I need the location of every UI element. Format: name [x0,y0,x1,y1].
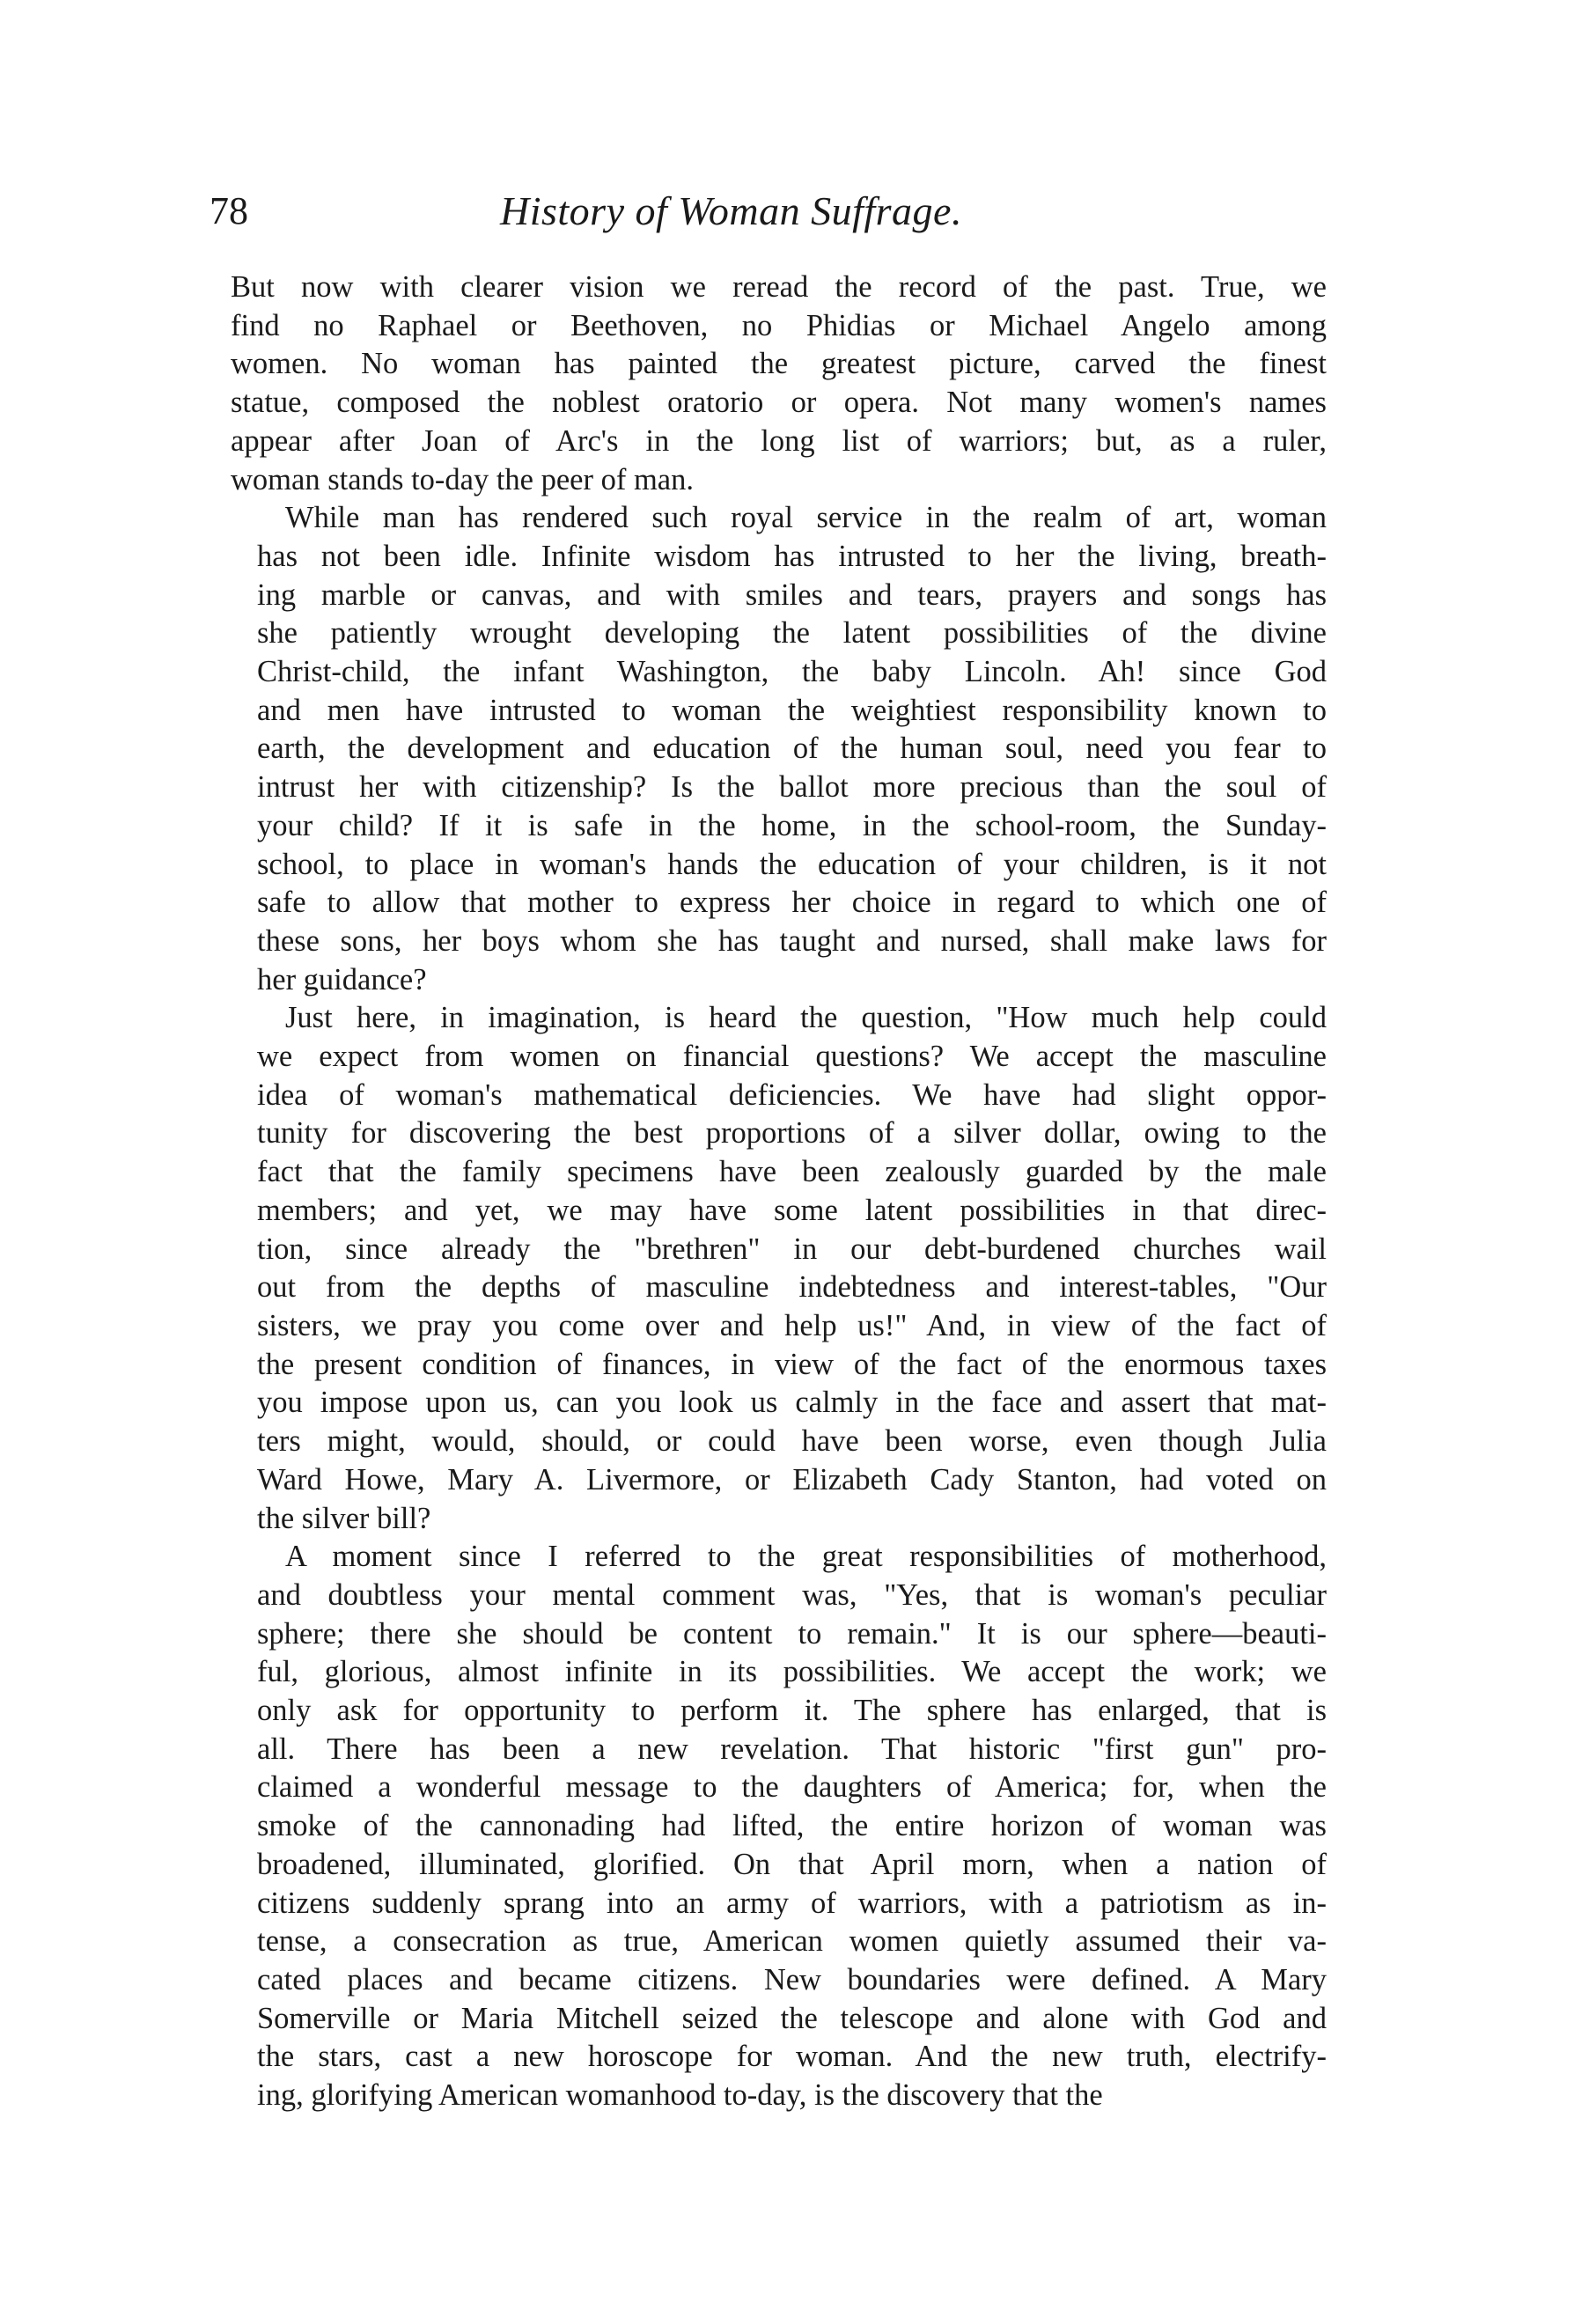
text-line: find no Raphael or Beethoven, no Phidias or Michael Angelo among [231,308,1327,342]
text-line: Christ-child, the infant Washington, the baby Lincoln. Ah! since God [257,655,1327,689]
page-header [210,185,1336,246]
text-line: sisters, we pray you come over and help us!" And, in view of the fact of [257,1308,1327,1342]
text-line: appear after Joan of Arc's in the long list of warriors; but, as a ruler, [231,423,1327,458]
text-line: While man has rendered such royal service in the realm of art, woman [285,501,1327,535]
text-line: ful, glorious, almost infinite in its possibilities. We accept the work; we [257,1655,1327,1689]
text-line: safe to allow that mother to express her choice in regard to which one of [257,886,1327,920]
text-line: broadened, illuminated, glorified. On that April morn, when a nation of [257,1847,1327,1881]
text-line: idea of woman's mathematical deficiencies. We have had slight oppor- [257,1077,1327,1112]
page-number: 78 [210,189,248,232]
text-line: the present condition of finances, in view of the fact of the enormous taxes [257,1347,1327,1381]
text-line: only ask for opportunity to perform it. The sphere has enlarged, that is [257,1694,1327,1728]
text-line: tunity for discovering the best proportions of a silver dollar, owing to the [257,1116,1327,1151]
text-line: citizens suddenly sprang into an army of warriors, with a patriotism as in- [257,1886,1327,1920]
text-line: claimed a wonderful message to the daughters of America; for, when the [257,1770,1327,1805]
text-line: ing, glorifying American womanhood to-day, is the discovery that the [257,2078,1103,2113]
text-line: Somerville or Maria Mitchell seized the telescope and alone with God and [257,2001,1327,2035]
text-line: and doubtless your mental comment was, "Yes, that is woman's peculiar [257,1577,1327,1612]
text-line: sphere; there she should be content to remain." It is our sphere—beauti- [257,1616,1327,1651]
paragraph [231,1538,1327,2115]
text-line: the stars, cast a new horoscope for woman. And the new truth, electrify- [257,2040,1327,2074]
running-title: History of Woman Suffrage. [500,188,962,233]
text-line: But now with clearer vision we reread the record of the past. True, we [231,270,1327,304]
text-line: these sons, her boys whom she has taught and nursed, shall make laws for [257,923,1327,958]
text-line: your child? If it is safe in the home, in the school-room, the Sunday- [257,808,1327,842]
text-line: members; and yet, we may have some latent possibilities in that direc- [257,1193,1327,1227]
text-line: out from the depths of masculine indebtedness and interest-tables, "Our [257,1270,1327,1305]
text-line: A moment since I referred to the great responsibilities of motherhood, [285,1540,1327,1574]
text-line: ing marble or canvas, and with smiles and tears, prayers and songs has [257,577,1327,612]
body-text [231,268,1327,2115]
text-line: intrust her with citizenship? Is the ballot more precious than the soul of [257,770,1327,805]
text-line: smoke of the cannonading had lifted, the entire horizon of woman was [257,1809,1327,1843]
text-line: we expect from women on financial questions? We accept the masculine [257,1040,1327,1074]
text-line: ters might, would, should, or could have been worse, even though Julia [257,1424,1327,1459]
text-line: the silver bill? [257,1501,431,1535]
paragraph [231,999,1327,1538]
text-line: statue, composed the noblest oratorio or opera. Not many women's names [231,386,1327,420]
text-line: and men have intrusted to woman the weightiest responsibility known to [257,693,1327,727]
text-line: Just here, in imagination, is heard the question, "How much help could [285,1001,1327,1035]
paragraph [231,268,1327,499]
text-line: she patiently wrought developing the latent possibilities of the divine [257,616,1327,651]
text-line: has not been idle. Infinite wisdom has intrusted to her the living, breath- [257,539,1327,573]
paragraph [231,499,1327,999]
text-line: woman stands to-day the peer of man. [231,462,694,496]
text-line: her guidance? [257,962,427,996]
text-line: Ward Howe, Mary A. Livermore, or Elizabeth Cady Stanton, had voted on [257,1462,1327,1496]
text-line: tense, a consecration as true, American women quietly assumed their va- [257,1924,1327,1959]
text-line: you impose upon us, can you look us calmly in the face and assert that mat- [257,1386,1327,1420]
text-line: fact that the family specimens have been zealously guarded by the male [257,1155,1327,1189]
text-line: all. There has been a new revelation. That historic "first gun" pro- [257,1732,1327,1766]
text-line: tion, since already the "brethren" in our debt-burdened churches wail [257,1232,1327,1266]
text-line: school, to place in woman's hands the education of your children, is it not [257,847,1327,881]
text-line: cated places and became citizens. New boundaries were defined. A Mary [257,1962,1327,1996]
text-line: women. No woman has painted the greatest picture, carved the finest [231,347,1327,381]
text-line: earth, the development and education of the human soul, need you fear to [257,732,1327,766]
